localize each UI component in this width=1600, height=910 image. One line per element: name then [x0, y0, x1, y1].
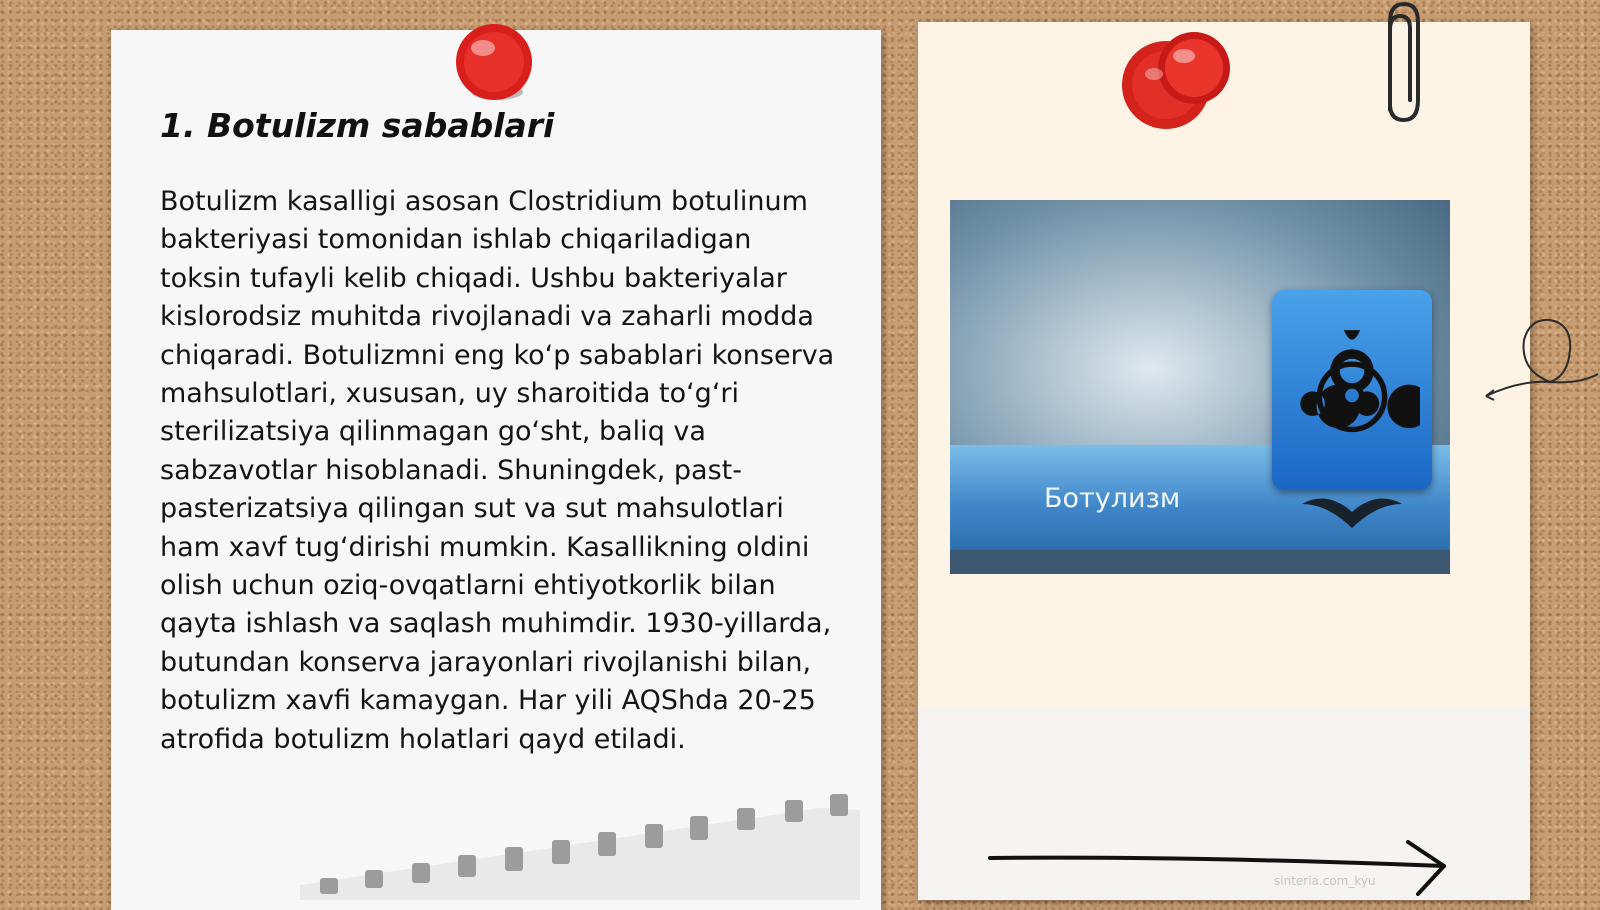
red-pushpin-double-icon	[1120, 30, 1240, 135]
left-paper-card	[111, 30, 881, 910]
paper-clip-icon	[1376, 0, 1426, 125]
red-pushpin-icon	[453, 22, 537, 106]
slide-title: 1. Botulizm sabablari	[160, 106, 555, 145]
watermark-text: sinteria.com_kyu	[1274, 874, 1376, 888]
swirl-arrow-doodle-icon	[1480, 310, 1600, 410]
botulism-image	[950, 200, 1450, 574]
hazard-tile	[1272, 290, 1432, 490]
right-arrow-icon	[988, 836, 1448, 896]
image-caption: Ботулизм	[1044, 483, 1181, 514]
biohazard-icon	[1284, 322, 1420, 458]
hazard-reflection	[1272, 494, 1432, 554]
torn-spiral-edge	[300, 790, 860, 900]
body-text: Botulizm kasalligi asosan Clostridium botulinum bakteriyasi tomonidan ishlab chiqariladigan toksin tufayli kelib chiqadi. Ushbu bakteriyalar kislorodsiz muhitda rivojlanadi va zaharli modda chiqaradi. Botulizmni eng ko‘p sabablari konserva mahsulotlari, xususan, uy sharoitida to‘g‘ri sterilizatsiya qilinmagan go‘sht, baliq va sabzavotlar hisoblanadi. Shuningdek, past-pasterizatsiya qilingan sut va sut mahsulotlari ham xavf tug‘dirishi mumkin. Kasallikning oldini olish uchun oziq-ovqatlarni ehtiyotkorlik bilan qayta ishlash va saqlash muhimdir. 1930-yillarda, butundan konserva jarayonlari rivojlanishi bilan, botulizm xavfi kamaygan. Har yili AQShda 20-25 atrofida botulizm holatlari qayd etiladi.	[160, 186, 835, 755]
